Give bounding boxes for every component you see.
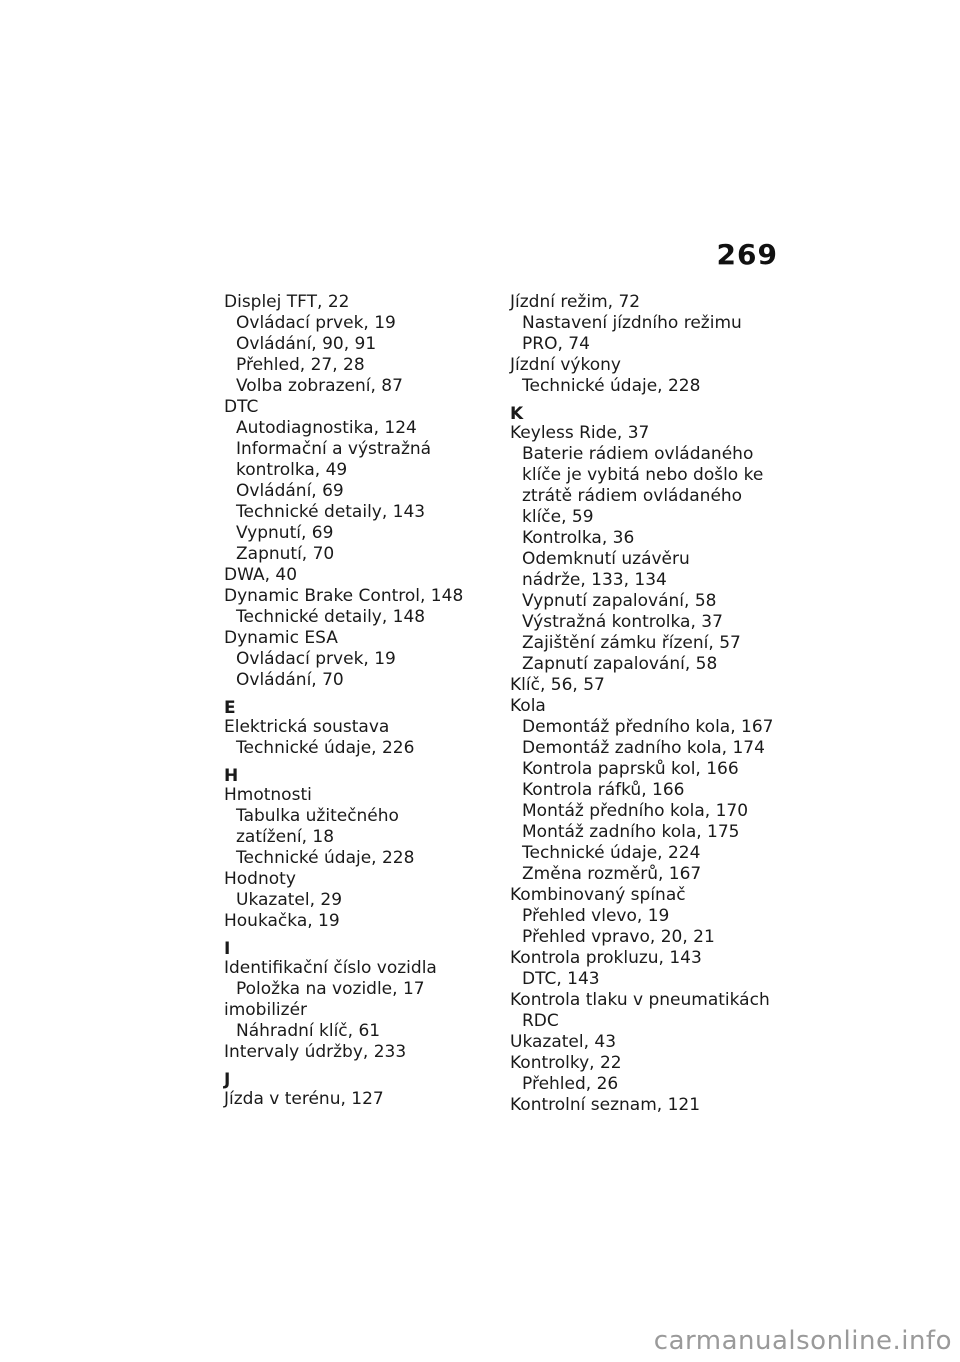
index-section-letter: J <box>224 1070 231 1090</box>
index-subentry: Kontrola ráfků, 166 <box>522 780 685 800</box>
index-subentry: Autodiagnostika, 124 <box>236 418 417 438</box>
watermark: carmanualsonline.info <box>653 1326 952 1356</box>
index-column-right <box>510 292 780 1116</box>
index-subentry: Baterie rádiem ovládaného <box>522 444 754 464</box>
index-entry: Hmotnosti <box>224 785 312 805</box>
index-subentry: Přehled, 27, 28 <box>236 355 365 375</box>
index-entry: Intervaly údržby, 233 <box>224 1042 407 1062</box>
index-subentry: Technické údaje, 224 <box>522 843 701 863</box>
index-subentry: Ukazatel, 29 <box>236 890 343 910</box>
index-entry: Keyless Ride, 37 <box>510 423 650 443</box>
index-entry: imobilizér <box>224 1000 308 1020</box>
index-entry: Jízdní režim, 72 <box>510 292 641 312</box>
index-subentry: Informační a výstražná <box>236 439 432 459</box>
index-subentry: Výstražná kontrolka, 37 <box>522 612 723 632</box>
index-subentry: kontrolka, 49 <box>236 460 348 480</box>
index-entry: Jízda v terénu, 127 <box>224 1089 384 1109</box>
index-entry: Dynamic Brake Control, 148 <box>224 586 464 606</box>
index-subentry: klíče, 59 <box>522 507 594 527</box>
index-entry: Dynamic ESA <box>224 628 338 648</box>
index-subentry: Technické údaje, 226 <box>236 738 415 758</box>
index-entry: Kontrola prokluzu, 143 <box>510 948 702 968</box>
index-subentry: Položka na vozidle, 17 <box>236 979 425 999</box>
index-entry: DWA, 40 <box>224 565 298 585</box>
index-subentry: Ovládání, 69 <box>236 481 344 501</box>
index-subentry: Náhradní klíč, 61 <box>236 1021 381 1041</box>
index-entry: Houkačka, 19 <box>224 911 340 931</box>
index-subentry: Technické detaily, 148 <box>236 607 426 627</box>
index-entry: Kola <box>510 696 546 716</box>
index-subentry: Vypnutí zapalování, 58 <box>522 591 717 611</box>
index-subentry: DTC, 143 <box>522 969 600 989</box>
index-entry: Kontrolky, 22 <box>510 1053 622 1073</box>
index-subentry: ztrátě rádiem ovládaného <box>522 486 743 506</box>
index-subentry: zatížení, 18 <box>236 827 335 847</box>
index-subentry: Kontrolka, 36 <box>522 528 635 548</box>
index-column-left <box>224 292 494 1110</box>
index-entry: Ukazatel, 43 <box>510 1032 617 1052</box>
index-subentry: Volba zobrazení, 87 <box>236 376 403 396</box>
index-entry: Jízdní výkony <box>510 355 621 375</box>
index-entry: Kombinovaný spínač <box>510 885 686 905</box>
index-subentry: klíče je vybitá nebo došlo ke <box>522 465 764 485</box>
index-subentry: Ovládací prvek, 19 <box>236 649 396 669</box>
index-subentry: Demontáž zadního kola, 174 <box>522 738 765 758</box>
index-subentry: Ovládání, 70 <box>236 670 344 690</box>
index-subentry: nádrže, 133, 134 <box>522 570 667 590</box>
index-subentry: Zajištění zámku řízení, 57 <box>522 633 741 653</box>
index-subentry: Montáž předního kola, 170 <box>522 801 749 821</box>
index-entry: Hodnoty <box>224 869 296 889</box>
index-entry: Elektrická soustava <box>224 717 390 737</box>
index-entry: DTC <box>224 397 259 417</box>
index-subentry: PRO, 74 <box>522 334 590 354</box>
index-section-letter: H <box>224 766 239 786</box>
index-subentry: Ovládání, 90, 91 <box>236 334 377 354</box>
index-subentry: Vypnutí, 69 <box>236 523 334 543</box>
index-subentry: Zapnutí, 70 <box>236 544 335 564</box>
index-section-letter: E <box>224 698 236 718</box>
page-number: 269 <box>716 238 778 271</box>
index-subentry: Demontáž předního kola, 167 <box>522 717 774 737</box>
index-subentry: Přehled, 26 <box>522 1074 619 1094</box>
index-entry: Displej TFT, 22 <box>224 292 350 312</box>
index-subentry: Montáž zadního kola, 175 <box>522 822 740 842</box>
index-entry: Kontrola tlaku v pneumatikách <box>510 990 770 1010</box>
index-entry: Identifikační číslo vozidla <box>224 958 437 978</box>
index-subentry: Technické detaily, 143 <box>236 502 426 522</box>
index-subentry: Nastavení jízdního režimu <box>522 313 742 333</box>
index-subentry: Technické údaje, 228 <box>236 848 415 868</box>
index-subentry: RDC <box>522 1011 559 1031</box>
index-subentry: Tabulka užitečného <box>236 806 399 826</box>
index-subentry: Přehled vpravo, 20, 21 <box>522 927 715 947</box>
index-subentry: Přehled vlevo, 19 <box>522 906 670 926</box>
index-subentry: Odemknutí uzávěru <box>522 549 690 569</box>
index-subentry: Změna rozměrů, 167 <box>522 864 702 884</box>
index-subentry: Technické údaje, 228 <box>522 376 701 396</box>
index-entry: Klíč, 56, 57 <box>510 675 605 695</box>
index-subentry: Zapnutí zapalování, 58 <box>522 654 718 674</box>
index-section-letter: I <box>224 939 231 959</box>
index-section-letter: K <box>510 404 524 424</box>
index-subentry: Kontrola paprsků kol, 166 <box>522 759 739 779</box>
index-subentry: Ovládací prvek, 19 <box>236 313 396 333</box>
index-entry: Kontrolní seznam, 121 <box>510 1095 701 1115</box>
